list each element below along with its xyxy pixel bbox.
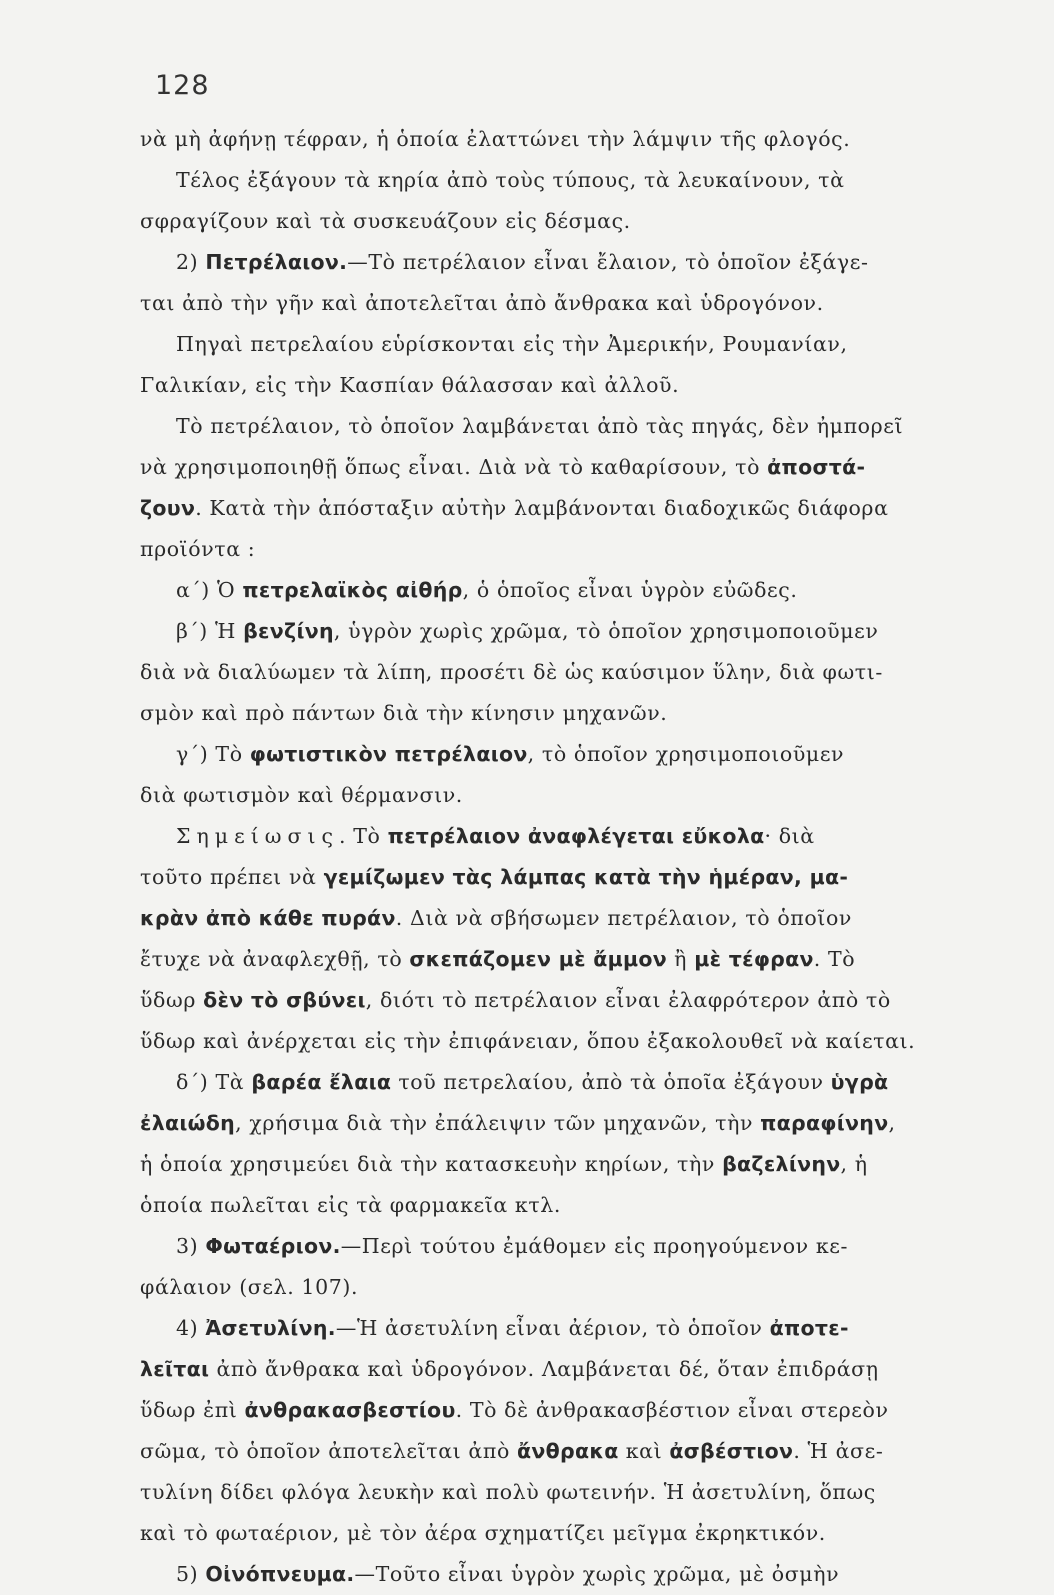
bold-term: βενζίνη bbox=[243, 619, 334, 643]
text-line: Τὸ πετρέλαιον, τὸ ὁποῖον λαμβάνεται ἀπὸ τὰς πηγάς, δὲν ἠμπορεῖ bbox=[176, 414, 904, 438]
text-run: ἡ ὁποία χρησιμεύει διὰ τὴν κατασκευὴν κηρίων, τὴν bbox=[140, 1152, 723, 1176]
text-run: τοῦτο πρέπει νὰ bbox=[140, 865, 324, 889]
text-line bbox=[140, 1062, 962, 1103]
bold-term: Ἀσετυλίνη. bbox=[205, 1316, 336, 1340]
bold-term: ἀνθρακασβεστίου bbox=[244, 1398, 456, 1422]
bold-term: ἀποτε- bbox=[769, 1316, 849, 1340]
text-line: Πηγαὶ πετρελαίου εὑρίσκονται εἰς τὴν Ἀμερικήν, Ρουμανίαν, bbox=[176, 332, 848, 356]
text-line bbox=[140, 1144, 962, 1185]
text-run: . Τὸ bbox=[813, 947, 856, 971]
text-run: καὶ bbox=[618, 1439, 670, 1463]
bold-term: φωτιστικὸν πετρέλαιον bbox=[249, 742, 528, 766]
text-line bbox=[140, 611, 962, 652]
bold-term: κρὰν ἀπὸ κάθε πυράν bbox=[140, 906, 396, 930]
text-run: , διότι τὸ πετρέλαιον εἶναι ἐλαφρότερον ἀπὸ τὸ bbox=[365, 988, 891, 1012]
text-run: . Κατὰ τὴν ἀπόσταξιν αὐτὴν λαμβάνονται διαδοχικῶς διάφορα bbox=[195, 496, 889, 520]
bold-term: ἀσβέστιον bbox=[669, 1439, 794, 1463]
text-run: , ὁ ὁποῖος εἶναι ὑγρὸν εὐῶδες. bbox=[462, 578, 798, 602]
text-run: σῶμα, τὸ ὁποῖον ἀποτελεῖται ἀπὸ bbox=[140, 1439, 518, 1463]
text-line bbox=[140, 980, 962, 1021]
text-line bbox=[140, 816, 962, 857]
text-line: καὶ τὸ φωταέριον, μὲ τὸν ἀέρα σχηματίζει μεῖγμα ἐκρηκτικόν. bbox=[140, 1521, 826, 1545]
text-line bbox=[140, 857, 962, 898]
bold-term: ἀποστά- bbox=[767, 455, 866, 479]
text-line: ται ἀπὸ τὴν γῆν καὶ ἀποτελεῖται ἀπὸ ἄνθρακα καὶ ὑδρογόνον. bbox=[140, 291, 824, 315]
text-run: α΄) Ὁ bbox=[176, 578, 243, 602]
text-run: ἔτυχε νὰ ἀναφλεχθῇ, τὸ bbox=[140, 947, 410, 971]
text-run: , τὸ ὁποῖον χρησιμοποιοῦμεν bbox=[527, 742, 845, 766]
text-line: διὰ νὰ διαλύωμεν τὰ λίπη, προσέτι δὲ ὡς καύσιμον ὕλην, διὰ φωτι- bbox=[140, 660, 883, 684]
text-line bbox=[140, 939, 962, 980]
text-line: Τέλος ἐξάγουν τὰ κηρία ἀπὸ τοὺς τύπους, τὰ λευκαίνουν, τὰ bbox=[176, 168, 845, 192]
text-line: προϊόντα : bbox=[140, 537, 256, 561]
text-line bbox=[140, 898, 962, 939]
text-line: διὰ φωτισμὸν καὶ θέρμανσιν. bbox=[140, 783, 463, 807]
text-run: ἢ bbox=[667, 947, 695, 971]
text-line bbox=[140, 1103, 962, 1144]
text-line bbox=[140, 1308, 962, 1349]
text-run: ὕδωρ ἐπὶ bbox=[140, 1398, 245, 1422]
text-line bbox=[140, 488, 962, 529]
text-run: ὕδωρ bbox=[140, 988, 204, 1012]
text-run: γ΄) Τὸ bbox=[176, 742, 250, 766]
text-run: δ΄) Τὰ bbox=[176, 1070, 252, 1094]
text-line bbox=[140, 1390, 962, 1431]
text-line: φάλαιον (σελ. 107). bbox=[140, 1275, 359, 1299]
text-line: νὰ μὴ ἀφήνῃ τέφραν, ἡ ὁποία ἐλαττώνει τὴν λάμψιν τῆς φλογός. bbox=[140, 127, 851, 151]
text-run: —Ἡ ἀσετυλίνη εἶναι ἀέριον, τὸ ὁποῖον bbox=[335, 1316, 770, 1340]
text-line bbox=[140, 734, 962, 775]
text-run: νὰ χρησιμοποιηθῇ ὅπως εἶναι. Διὰ νὰ τὸ καθαρίσουν, τὸ bbox=[140, 455, 768, 479]
text-line bbox=[140, 1349, 962, 1390]
bold-term: μὲ τέφραν bbox=[694, 947, 814, 971]
page-number: 128 bbox=[155, 70, 210, 101]
text-line: ὕδωρ καὶ ἀνέρχεται εἰς τὴν ἐπιφάνειαν, ὅπου ἐξακολουθεῖ νὰ καίεται. bbox=[140, 1029, 916, 1053]
text-line: ὁποία πωλεῖται εἰς τὰ φαρμακεῖα κτλ. bbox=[140, 1193, 561, 1217]
text-run: β΄) Ἡ bbox=[176, 619, 244, 643]
bold-term: πετρέλαιον ἀναφλέγεται εὔκολα bbox=[387, 824, 765, 848]
bold-term: παραφίνην bbox=[760, 1111, 889, 1135]
text-run: , ἡ bbox=[840, 1152, 868, 1176]
bold-term: γεμίζωμεν τὰς λάμπας κατὰ τὴν ἡμέραν, μα- bbox=[323, 865, 849, 889]
bold-term: Φωταέριον. bbox=[205, 1234, 341, 1258]
text-run: —Τὸ πετρέλαιον εἶναι ἔλαιον, τὸ ὁποῖον ἐξάγε- bbox=[347, 250, 869, 274]
bold-term: Πετρέλαιον. bbox=[205, 250, 348, 274]
bold-term: ἄνθρακα bbox=[517, 1439, 619, 1463]
text-run: ἀπὸ ἄνθρακα καὶ ὑδρογόνον. Λαμβάνεται δέ, ὅταν ἐπιδράσῃ bbox=[209, 1357, 879, 1381]
bold-term: ὑγρὰ bbox=[830, 1070, 889, 1094]
bold-term: Οἰνόπνευμα. bbox=[205, 1562, 355, 1586]
bold-term: δὲν τὸ σβύνει bbox=[203, 988, 366, 1012]
text-line: σφραγίζουν καὶ τὰ συσκευάζουν εἰς δέσμας. bbox=[140, 209, 631, 233]
text-run: 5) bbox=[176, 1562, 206, 1586]
text-run: τοῦ πετρελαίου, ἀπὸ τὰ ὁποῖα ἐξάγουν bbox=[391, 1070, 831, 1094]
text-run: . Τὸ δὲ ἀνθρακασβέστιον εἶναι στερεὸν bbox=[455, 1398, 889, 1422]
text-body bbox=[140, 119, 962, 1595]
text-run: . Ἡ ἀσε- bbox=[793, 1439, 884, 1463]
spaced-term: Σημείωσις bbox=[176, 824, 339, 848]
bold-term: πετρελαϊκὸς αἰθήρ bbox=[242, 578, 463, 602]
text-line: σμὸν καὶ πρὸ πάντων διὰ τὴν κίνησιν μηχανῶν. bbox=[140, 701, 668, 725]
text-run: —Περὶ τούτου ἐμάθομεν εἰς προηγούμενον κε- bbox=[340, 1234, 849, 1258]
text-run: , χρήσιμα διὰ τὴν ἐπάλειψιν τῶν μηχανῶν, τὴν bbox=[235, 1111, 761, 1135]
bold-term: σκεπάζομεν μὲ ἄμμον bbox=[409, 947, 668, 971]
text-line bbox=[140, 242, 962, 283]
text-run: 2) bbox=[176, 250, 206, 274]
text-line: Γαλικίαν, εἰς τὴν Κασπίαν θάλασσαν καὶ ἀλλοῦ. bbox=[140, 373, 680, 397]
text-run: 4) bbox=[176, 1316, 206, 1340]
text-line bbox=[140, 1554, 962, 1595]
bold-term: ζουν bbox=[140, 496, 196, 520]
text-run: 3) bbox=[176, 1234, 206, 1258]
text-run: · διὰ bbox=[764, 824, 815, 848]
text-line bbox=[140, 447, 962, 488]
text-run: . Τὸ bbox=[339, 824, 388, 848]
text-run: , bbox=[888, 1111, 896, 1135]
text-line bbox=[140, 570, 962, 611]
text-run: . Διὰ νὰ σβήσωμεν πετρέλαιον, τὸ ὁποῖον bbox=[395, 906, 852, 930]
text-line: τυλίνη δίδει φλόγα λευκὴν καὶ πολὺ φωτεινήν. Ἡ ἀσετυλίνη, ὅπως bbox=[140, 1480, 876, 1504]
text-line bbox=[140, 1431, 962, 1472]
bold-term: βαζελίνην bbox=[722, 1152, 841, 1176]
bold-term: λεῖται bbox=[140, 1357, 210, 1381]
text-run: , ὑγρὸν χωρὶς χρῶμα, τὸ ὁποῖον χρησιμοποιοῦμεν bbox=[333, 619, 879, 643]
bold-term: βαρέα ἔλαια bbox=[251, 1070, 392, 1094]
text-run: —Τοῦτο εἶναι ὑγρὸν χωρὶς χρῶμα, μὲ ὀσμὴν bbox=[354, 1562, 840, 1586]
text-line bbox=[140, 1226, 962, 1267]
bold-term: ἐλαιώδη bbox=[140, 1111, 236, 1135]
